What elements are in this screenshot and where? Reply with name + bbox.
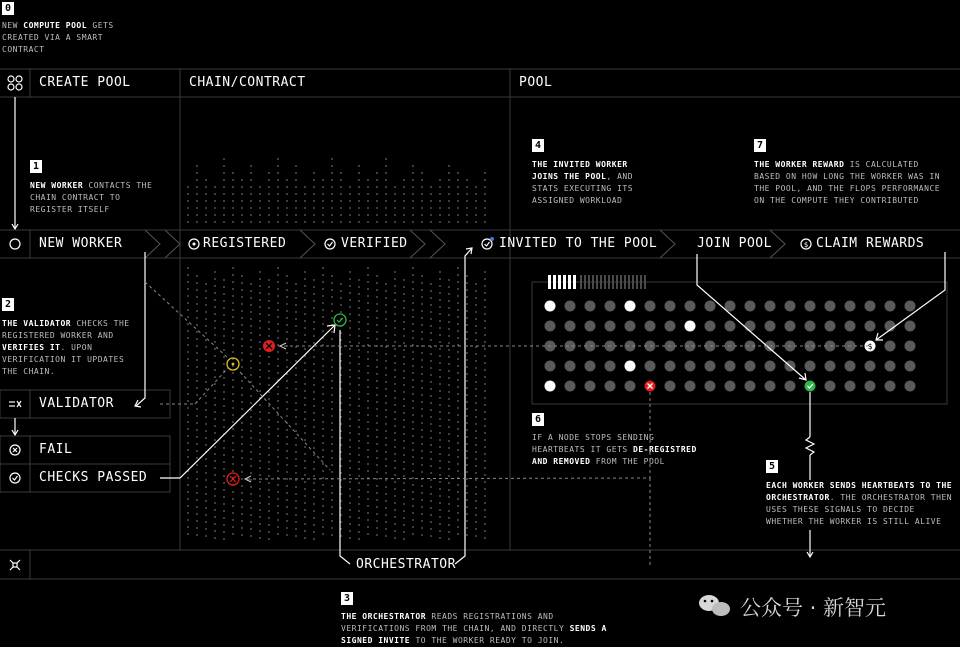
pool-node — [865, 361, 876, 372]
checks-passed-label: CHECKS PASSED — [39, 470, 148, 485]
join-pool-label: JOIN POOL — [697, 236, 772, 251]
wechat-logo-icon — [699, 595, 730, 616]
pool-node — [885, 361, 896, 372]
step-7-caption: THE WORKER REWARD IS CALCULATED BASED ON HOW LONG THE WORKER WAS IN THE POOL, AND THE FLOPS PERFORMANCE ON THE COMPUTE THEY CONTRIBUTED — [754, 160, 941, 205]
pool-node — [605, 361, 616, 372]
pool-node — [665, 361, 676, 372]
pool-node — [685, 321, 696, 332]
pool-node — [645, 321, 656, 332]
pool-node — [885, 381, 896, 392]
pool-node — [825, 301, 836, 312]
verified-label: VERIFIED — [341, 236, 408, 251]
pool-node — [745, 381, 756, 392]
pool-node — [605, 381, 616, 392]
pool-node — [825, 381, 836, 392]
pool-node — [685, 381, 696, 392]
pool-node — [725, 321, 736, 332]
step-6-caption: IF A NODE STOPS SENDING HEARTBEATS IT GETS DE-REGISTRED AND REMOVED FROM THE POOL — [532, 433, 697, 466]
step-number: 3 — [341, 592, 353, 605]
step-number: 1 — [30, 160, 42, 173]
validator-label: VALIDATOR — [39, 396, 114, 411]
pool-node — [625, 361, 636, 372]
pool-node — [845, 361, 856, 372]
validator-icon — [9, 401, 21, 407]
pool-node — [765, 361, 776, 372]
pool-node — [905, 361, 916, 372]
pool-node — [905, 301, 916, 312]
svg-text:$: $ — [867, 342, 873, 351]
step-number: 2 — [2, 298, 14, 311]
checks-passed-icon — [10, 473, 20, 483]
pool-node — [545, 361, 556, 372]
orchestrator-icon — [10, 560, 20, 570]
pool-node — [885, 341, 896, 352]
pool-node — [905, 341, 916, 352]
pool-node — [585, 361, 596, 372]
pool-node — [765, 321, 776, 332]
pool-node — [745, 301, 756, 312]
pool-node — [665, 301, 676, 312]
pool-node — [905, 321, 916, 332]
pool-node — [785, 321, 796, 332]
pool-node — [805, 321, 816, 332]
orchestrator-label: ORCHESTRATOR — [356, 557, 456, 572]
pool-node — [745, 361, 756, 372]
pool-node — [625, 301, 636, 312]
step-3-caption: THE ORCHESTRATOR READS REGISTRATIONS AND VERIFICATIONS FROM THE CHAIN, AND DIRECTLY SENDS A SIGNED INVITE TO THE WORKER READY TO JOIN. — [341, 612, 607, 645]
step-5-caption: EACH WORKER SENDS HEARTBEATS TO THE ORCHESTRATOR. THE ORCHESTRATOR THEN USES THESE SIGNALS TO DECIDE WHETHER THE WORKER IS STILL ALIVE — [766, 481, 953, 526]
pool-node — [565, 301, 576, 312]
pool-node — [585, 381, 596, 392]
pool-node — [585, 301, 596, 312]
pool-node — [725, 361, 736, 372]
pool-node — [745, 321, 756, 332]
pool-node — [885, 301, 896, 312]
pool-node — [805, 361, 816, 372]
step-number: 0 — [2, 2, 14, 15]
pool-node — [665, 321, 676, 332]
pool-node — [605, 321, 616, 332]
pool-node — [705, 321, 716, 332]
pool-node — [905, 381, 916, 392]
pool-node — [845, 381, 856, 392]
pool-node — [785, 301, 796, 312]
fail-label: FAIL — [39, 442, 73, 457]
create-pool-icon — [8, 76, 22, 90]
pool-node — [805, 301, 816, 312]
pool-node — [625, 321, 636, 332]
pool-node — [865, 381, 876, 392]
pool-node — [565, 381, 576, 392]
pool-node — [545, 301, 556, 312]
step-number: 6 — [532, 413, 544, 426]
registered-label: REGISTERED — [203, 236, 287, 251]
step-number: 4 — [532, 139, 544, 152]
invited-label: INVITED TO THE POOL — [499, 236, 658, 251]
chain-dot-matrix — [187, 158, 486, 540]
pool-node — [645, 301, 656, 312]
pool-progress-bar — [548, 275, 648, 289]
pool-node — [685, 361, 696, 372]
pool-node — [785, 381, 796, 392]
create-pool-header: CREATE POOL — [39, 75, 131, 90]
step-2-caption: THE VALIDATOR CHECKS THE REGISTERED WORKER AND VERIFIES IT. UPON VERIFICATION IT UPDATES THE CHAIN. — [2, 319, 130, 376]
step-0-caption: NEW COMPUTE POOL GETS CREATED VIA A SMART CONTRACT — [2, 21, 114, 54]
joined-node-icon — [805, 381, 816, 392]
pool-node — [705, 361, 716, 372]
step-number: 5 — [766, 460, 778, 473]
pool-node — [685, 301, 696, 312]
pool-node — [725, 381, 736, 392]
pool-node — [705, 381, 716, 392]
pool-header: POOL — [519, 75, 553, 90]
pool-node — [865, 301, 876, 312]
watermark-text: 公众号 · 新智元 — [740, 596, 887, 620]
pool-node — [845, 321, 856, 332]
pool-node — [585, 321, 596, 332]
chain-contract-header: CHAIN/CONTRACT — [189, 75, 306, 90]
claim-rewards-label: CLAIM REWARDS — [816, 236, 925, 251]
pool-node — [825, 321, 836, 332]
invited-icon — [482, 239, 492, 249]
pool-node — [845, 301, 856, 312]
pool-node — [765, 301, 776, 312]
pool-node — [865, 321, 876, 332]
pool-node — [625, 381, 636, 392]
pool-node — [665, 381, 676, 392]
step-4-caption: THE INVITED WORKER JOINS THE POOL, AND STATS EXECUTING ITS ASSIGNED WORKLOAD — [532, 160, 634, 205]
pool-node — [765, 381, 776, 392]
pool-node — [565, 321, 576, 332]
pool-node — [605, 301, 616, 312]
new-worker-circle-icon — [10, 239, 20, 249]
step-number: 7 — [754, 139, 766, 152]
pool-node — [645, 361, 656, 372]
pool-node — [705, 301, 716, 312]
svg-text:$: $ — [803, 241, 809, 249]
verified-icon — [325, 239, 335, 249]
verified-check-icon — [334, 314, 346, 326]
pool-node — [545, 381, 556, 392]
new-worker-label: NEW WORKER — [39, 236, 123, 251]
pool-node — [825, 361, 836, 372]
step-1-caption: NEW WORKER CONTACTS THE CHAIN CONTRACT TO REGISTER ITSELF — [30, 181, 153, 214]
pool-node — [545, 321, 556, 332]
pool-node — [565, 361, 576, 372]
